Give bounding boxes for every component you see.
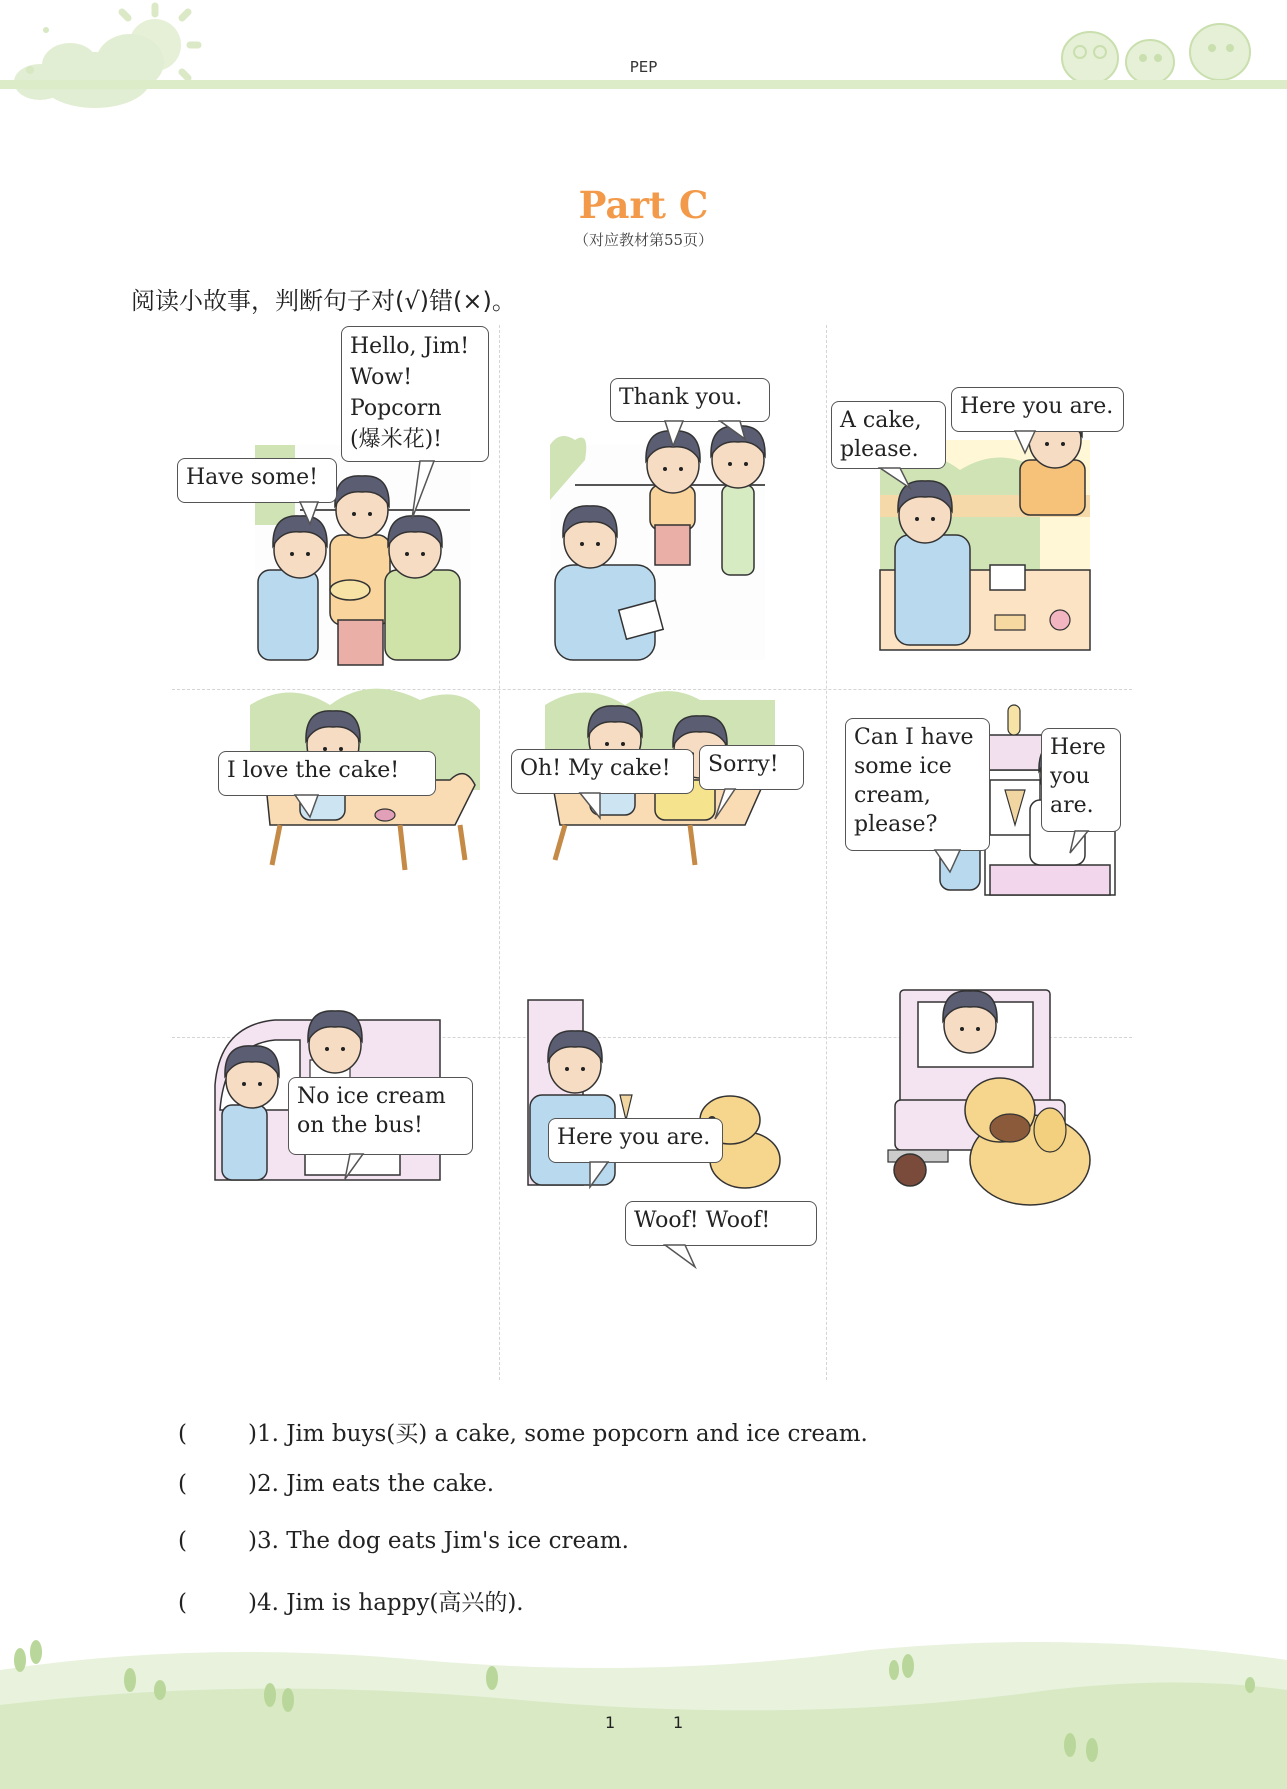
speech-bubble: Woof! Woof! <box>625 1201 817 1246</box>
question-2: ( )2. Jim eats the cake. <box>178 1471 495 1497</box>
speech-bubble: Sorry! <box>699 745 804 790</box>
footer-landscape <box>0 1630 1287 1789</box>
header-label: PEP <box>629 58 658 76</box>
speech-bubble: Here you are. <box>951 387 1124 432</box>
question-4: ( )4. Jim is happy(高兴的). <box>178 1590 524 1616</box>
speech-bubble: I love the cake! <box>218 751 436 796</box>
speech-bubble: Oh! My cake! <box>511 749 694 794</box>
speech-bubble: Can I have some ice cream, please? <box>845 718 990 851</box>
page-subtitle: （对应教材第55页） <box>573 231 714 249</box>
speech-bubble: No ice cream on the bus! <box>288 1077 473 1155</box>
instruction-text: 阅读小故事，判断句子对(√)错(×)。 <box>131 287 516 315</box>
speech-bubble: Have some! <box>177 458 337 503</box>
page-number: 1 <box>673 1713 684 1732</box>
speech-bubble: A cake, please. <box>831 401 946 469</box>
page-title: Part C <box>578 183 709 227</box>
question-1: ( )1. Jim buys(买) a cake, some popcorn and ice cream. <box>178 1421 868 1447</box>
page-number: 1 <box>605 1713 616 1732</box>
question-3: ( )3. The dog eats Jim's ice cream. <box>178 1528 629 1554</box>
speech-bubble: Thank you. <box>610 378 770 422</box>
speech-bubble: Here you are. <box>1041 728 1121 832</box>
speech-bubble: Here you are. <box>548 1118 723 1163</box>
speech-bubble: Hello, Jim! Wow! Popcorn (爆米花)! <box>341 326 489 462</box>
